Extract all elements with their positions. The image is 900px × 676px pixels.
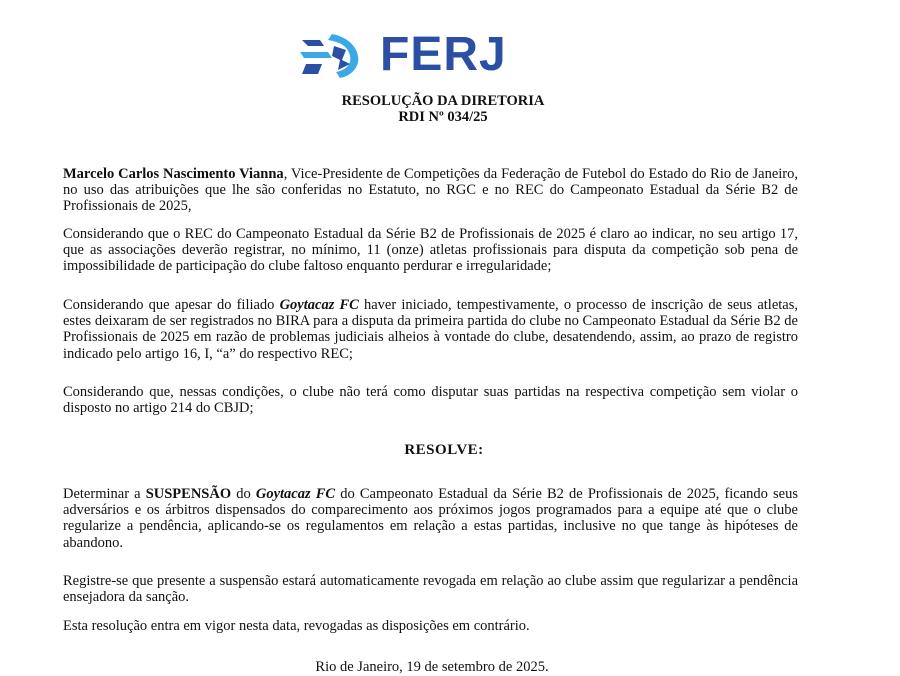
club-name: Goytacaz FC [279, 297, 359, 313]
considering-2-after: haver iniciado, tempestivamente, o processo de inscrição de seus atletas, estes deixaram de ser registrados no BIRA para a disputa da primeira partida do clube no Campeonato Estadual da Série B2 de Profissionais de 2025 em razão de problemas judiciais alheios à vontade do clube, desatendendo, assim, ao prazo de registro indicado pelo artigo 16, I, “a” do respectivo REC; [63, 297, 799, 362]
ferj-logo [298, 30, 507, 80]
paragraph-considering-3: Considerando que, nessas condições, o clube não terá como disputar suas partidas na respectiva competição sem violar o disposto no artigo 214 do CBJD; [63, 384, 798, 417]
paragraph-determination [63, 486, 798, 551]
resolution-number: RDI Nº 034/25 [398, 109, 488, 125]
considering-2-before: Considerando que apesar do filiado [63, 297, 280, 313]
resolve-heading: RESOLVE: [404, 442, 484, 458]
suspension-word: SUSPENSÃO [145, 486, 232, 502]
signatory-name: Marcelo Carlos Nascimento Vianna [63, 166, 284, 182]
determination-after: do Campeonato Estadual da Série B2 de Profissionais de 2025, ficando seus adversários e os árbitros dispensados do comparecimento aos próximos jogos programados para a equipe até que o clube regularize a pendência, aplicando-se os regulamentos em relação a estas partidas, inclusive no que tange às hipóteses de abandono. [63, 486, 799, 551]
place-and-date: Rio de Janeiro, 19 de setembro de 2025. [315, 659, 549, 675]
determination-middle: do [231, 486, 256, 502]
preamble-text: , Vice-Presidente de Competições da Federação de Futebol do Estado do Rio de Janeiro, no uso das atribuições que lhe são conferidas no Estatuto, no RGC e no REC do Campeonato Estadual da Série B2 de Profissionais de 2025, [63, 166, 798, 215]
paragraph-effect: Esta resolução entra em vigor nesta data, revogadas as disposições em contrário. [63, 618, 530, 634]
club-name: Goytacaz FC [255, 486, 336, 502]
resolution-title: RESOLUÇÃO DA DIRETORIA [341, 93, 545, 109]
paragraph-considering-1: Considerando que o REC do Campeonato Estadual da Série B2 de Profissionais de 2025 é claro ao indicar, no seu artigo 17, que as associações deverão registrar, no mínimo, 11 (onze) atletas profissionais para disputa da competição sob pena de impossibilidade de participação do clube faltoso enquanto perdurar e irregularidade; [63, 226, 798, 275]
paragraph-revocation: Registre-se que presente a suspensão estará automaticamente revogada em relação ao clube assim que regularizar a pendência ensejadora da sanção. [63, 573, 798, 606]
determination-before: Determinar a [63, 486, 146, 502]
paragraph-preamble [63, 166, 798, 215]
logo-wordmark: FERJ [380, 28, 507, 81]
ferj-emblem-icon [298, 30, 368, 80]
paragraph-considering-2 [63, 297, 798, 362]
